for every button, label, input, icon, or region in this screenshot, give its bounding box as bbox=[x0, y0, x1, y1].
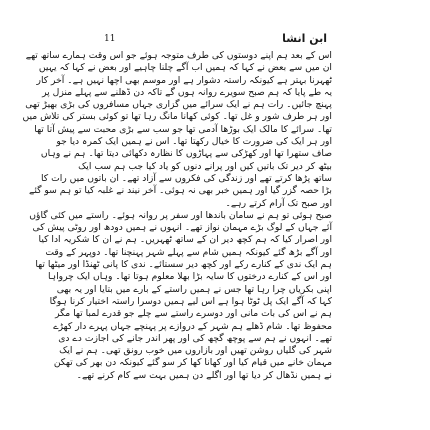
text-line: محفوظ تھا۔ شام ڈھلے ہم شہر کے دروازے پر پہنچے جہاں پہرے دار کھڑے bbox=[53, 320, 332, 332]
text-line: نے ہمیں نڈھال کر دیا تھا اور اگلے دن ہمیں بہت سے کام کرنے تھے۔ bbox=[76, 369, 332, 381]
text-line: اور ہر طرف شور و غل تھا۔ کوئی کھانا مانگ رہا تھا تو کوئی بستر کی تلاش میں bbox=[22, 111, 332, 123]
text-line: آئے جہاں کے لوگ بڑے مہمان نواز تھے۔ انہوں نے ہمیں دودھ اور روٹی پیش کی bbox=[32, 222, 332, 234]
paragraph-closing-line: اور صبح تک آرام کرتے رہے۔ bbox=[225, 197, 332, 209]
paragraph bbox=[29, 209, 332, 382]
text-line: بیٹھ کر دیر تک باتیں کیں اور پرانے دنوں کو یاد کیا جب ہم سب ایک bbox=[78, 160, 332, 172]
text-line: اور آگے بڑھ گئے کیونکہ ہمیں شام سے پہلے شہر پہنچنا تھا۔ دوپہر کے وقت bbox=[45, 246, 332, 258]
running-header: ابن انشا bbox=[282, 32, 327, 45]
text-line: اور اصرار کیا کہ ہم کچھ دیر ان کے ساتھ ٹھہریں۔ ہم نے ان کا شکریہ ادا کیا bbox=[38, 234, 332, 246]
body-text bbox=[22, 50, 332, 382]
page-number: 11 bbox=[104, 34, 116, 44]
text-line: ساتھ پڑھا کرتے تھے اور زندگی کی فکروں سے آزاد تھے۔ ان باتوں میں رات کا bbox=[41, 172, 332, 184]
text-line: اور ہر ایک کی ضرورت کا خیال رکھتا تھا۔ اس نے ہمیں ایک کمرہ دیا جو bbox=[56, 136, 332, 148]
text-line: ان میں سے بعض نے کہا کہ ہمیں اب آگے چلنا چاہیے اور بعض نے کہا کہ یہیں bbox=[38, 62, 332, 74]
paragraph bbox=[22, 50, 332, 210]
text-line: ہم ایک ندی کے کنارے رکے اور کچھ دیر سستائے۔ ندی کا پانی ٹھنڈا اور میٹھا تھا bbox=[35, 259, 332, 271]
text-line: پہنچ جائیں۔ رات ہم نے ایک سرائے میں گزاری جہاں مسافروں کی بڑی بھیڑ تھی bbox=[25, 99, 332, 111]
text-line: اس کے بعد ہم اپنے دوستوں کی طرف متوجہ ہوئے جو اس وقت ہمارے ساتھ تھے bbox=[25, 50, 332, 61]
text-line: صاف ستھرا تھا اور کھڑکی سے پہاڑوں کا نظارہ دکھائی دیتا تھا۔ ہم نے وہاں bbox=[40, 148, 332, 160]
text-line: بڑا حصہ گزر گیا اور ہمیں خبر بھی نہ ہوئی۔ آخر نیند نے غلبہ کیا تو ہم سو گئے bbox=[28, 185, 332, 197]
text-line: اپنی بکریاں چرا رہا تھا جس نے ہمیں راستے کے بارے میں بتایا اور یہ بھی bbox=[56, 283, 332, 295]
text-line: مہمان خانے میں قیام کیا اور کھانا کھا کر سو گئے کیونکہ دن بھر کی تھکن bbox=[53, 357, 332, 369]
text-line: تھے۔ انہوں نے ہم سے پوچھ گچھ کی اور پھر اندر جانے کی اجازت دے دی bbox=[58, 332, 332, 344]
text-line: ہم نے اس کی بات مانی اور دوسرے راستے سے چلے جو قدرے لمبا تھا مگر bbox=[55, 308, 332, 320]
text-line: صبح ہوئی تو ہم نے سامان باندھا اور سفر پر روانہ ہوئے۔ راستے میں کئی گاؤں bbox=[29, 209, 332, 221]
text-line: یہ طے پایا کہ ہم صبح سویرے روانہ ہوں گے تاکہ دن ڈھلنے سے پہلے منزل پر bbox=[42, 86, 332, 98]
text-line: ٹھہرنا بہتر ہے کیونکہ راستہ دشوار ہے اور موسم بھی اچھا نہیں ہے۔ آخر کار bbox=[36, 74, 332, 86]
text-line: شہر کی گلیاں روشن تھیں اور بازاروں میں خوب رونق تھی۔ ہم نے ایک bbox=[59, 345, 332, 357]
text-line: اور اس کے کنارے درختوں کا سایہ بڑا بھلا معلوم ہوتا تھا۔ وہاں ایک چرواہا bbox=[47, 271, 332, 283]
text-line: کہا کہ آگے ایک پل ٹوٹا ہوا ہے اس لیے ہمیں دوسرا راستہ اختیار کرنا ہوگا bbox=[49, 295, 332, 307]
text-line: تھا۔ سرائے کا مالک ایک بوڑھا آدمی تھا جو سب سے بڑی محبت سے پیش آتا تھا bbox=[34, 123, 332, 135]
